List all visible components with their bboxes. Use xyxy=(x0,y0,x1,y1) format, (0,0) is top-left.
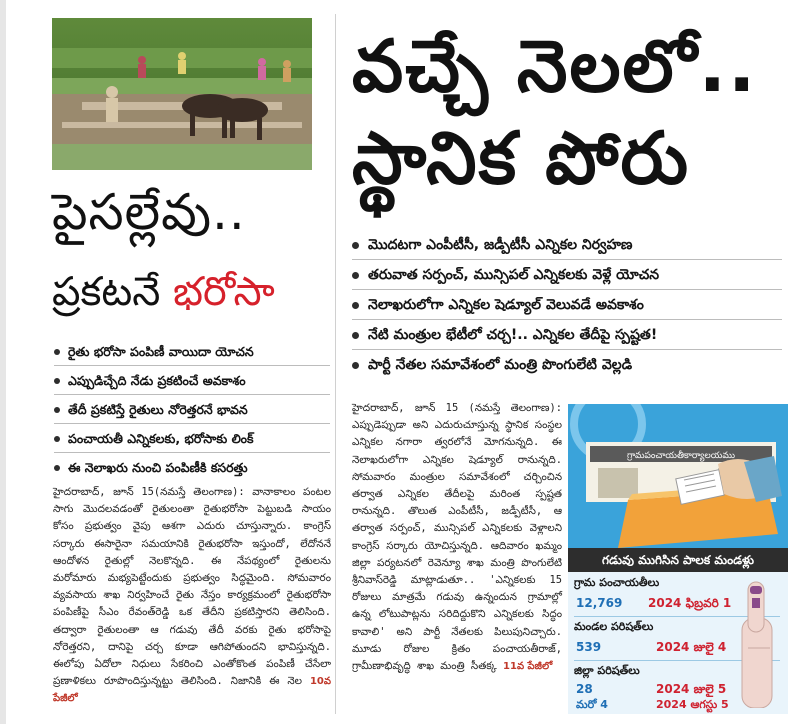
right-bullet-text: నేటి మంత్రుల భేటీలో చర్చ!.. ఎన్నికల తేదీపై స్పష్టత! xyxy=(368,327,658,343)
right-bullet-item xyxy=(352,326,782,344)
stat-title-zillas: జిల్లా పరిషత్‌లు xyxy=(574,664,640,677)
bullet-dot-icon xyxy=(352,302,359,309)
right-headline-line1: వచ్చే నెలలో.. xyxy=(352,24,758,108)
page-edge-rule xyxy=(0,0,6,724)
bullet-dot-icon xyxy=(352,362,359,369)
stat-count-zillas-extra: మరో 4 xyxy=(576,698,608,711)
left-bullet-item xyxy=(54,460,330,476)
right-bullet-item xyxy=(352,266,782,284)
stat-date-mandals: 2024 జులై 4 xyxy=(656,640,727,654)
right-bullet-text: మొదటగా ఎంపీటీసీ, జడ్పీటీసీ ఎన్నికల నిర్వహణ xyxy=(368,237,633,253)
stat-count-panchayats: 12,769 xyxy=(576,596,623,610)
right-continuation-link[interactable]: 11వ పేజీలో xyxy=(503,661,553,673)
left-bullet-list xyxy=(54,344,330,489)
stat-date-zillas-extra: 2024 ఆగస్టు 5 xyxy=(656,698,729,711)
inked-finger-icon xyxy=(734,578,784,708)
left-bullet-text: పంచాయతీ ఎన్నికలకు, భరోసాకు లింక్ xyxy=(68,431,254,446)
left-bullet-item xyxy=(54,402,330,418)
farm-photo xyxy=(52,18,312,170)
office-sign-text: గ్రామపంచాయతీకార్యాలయము xyxy=(627,451,735,461)
bullet-dot-icon xyxy=(54,407,60,413)
stat-date-panchayats: 2024 ఫిబ్రవరి 1 xyxy=(648,596,732,610)
left-headline-line2 xyxy=(52,266,342,318)
left-body-text: హైదరాబాద్, జూన్ 15(నమస్తే తెలంగాణ): వానాకాలం పంటల సాగు మొదలవడంతో రైతులంతా రైతుభరోసా పెట్టుబడి సాయం కోసం ప్రభుత్వం వైపు ఆశగా ఎదురు చూస్తున్నారు. కాంగ్రెస్ సర్కారు ఈసారైనా సమయానికి రైతుభరోసా ఇస్తుందో, లేదోననే ఆందోళన రైతుల్లో నెలకొన్నది. ఈ నేపథ్యంలో రైతులను మరోమారు మభ్యపెట్టేందుకు ప్రభుత్వం సిద్ధమైంది. సోమవారం వ్యవసాయ శాఖ నిర్వహించే రైతు నేస్తం కార్యక్రమంలో రైతుభరోసా పంపిణీపై సీఎం రేవంత్‌రెడ్డి ఒక తేదీని ప్రకటిస్తారని తెలిసింది. తద్వారా రైతులంతా ఆ గడువు తేదీ వరకు రైతు భరోసాపై నోరెత్తరని, దానిపై చర్చ కూడా ఆగిపోతుందని భావిస్తున్నది. ఈలోపు ఏదోలా నిధులు సేకరించి ఎంతోకొంత పంపిణీ చేసేలా ప్రణాళికలు రూపొందిస్తున్నట్టు తెలిసింది. నిజానికి ఈ నెల xyxy=(53,486,331,688)
graphic-caption: గడువు ముగిసిన పాలక మండళ్లు xyxy=(568,548,788,572)
left-continuation-link[interactable]: 10వ పేజీలో xyxy=(53,676,331,705)
left-bullet-text: రైతు భరోసా పంపిణీ వాయిదా యోచన xyxy=(68,344,254,359)
left-bullet-text: ఎప్పుడిచ్చేది నేడు ప్రకటించే అవకాశం xyxy=(68,373,246,388)
stat-title-mandals: మండల పరిషత్‌లు xyxy=(574,620,654,633)
left-article-body xyxy=(53,484,331,708)
left-bullet-text: ఈ నెలాఖరు నుంచి పంపిణీకి కసరత్తు xyxy=(68,460,248,475)
left-headline-prefix: ప్రకటనే xyxy=(52,269,161,315)
left-bullet-item xyxy=(54,431,330,447)
bullet-dot-icon xyxy=(352,332,359,339)
bullet-dot-icon xyxy=(54,465,60,471)
stat-count-zillas: 28 xyxy=(576,682,593,696)
right-article-body xyxy=(352,400,562,675)
right-bullet-text: నెలాఖరులోగా ఎన్నికల షెడ్యూల్ వెలువడే అవకాశం xyxy=(368,297,644,313)
right-bullet-item xyxy=(352,296,782,314)
bullet-dot-icon xyxy=(54,349,60,355)
bullet-dot-icon xyxy=(54,378,60,384)
right-bullet-list xyxy=(352,236,782,386)
right-body-text: హైదరాబాద్, జూన్ 15 (నమస్తే తెలంగాణ): ఎప్పుడెప్పుడా అని ఎదురుచూస్తున్న స్థానిక సంస్థల ఎన్నికల నగారా త్వరలోనే మోగనున్నది. ఈ నెలాఖరులోగా ఎన్నికల షెడ్యూల్ రానున్నది. సోమవారం మంత్రుల సమావేశంలో చర్చించిన తర్వాత ఎన్నికల తేదీలపై మరింత స్పష్టత రానున్నది. తొలుత ఎంపీటీసీ, జడ్పీటీసీ, ఆ తర్వాత సర్పంచ్, మున్సిపల్ ఎన్నికలకు వెళ్లాలని కాంగ్రెస్ సర్కారు యోచిస్తున్నది. ఆదివారం ఖమ్మం జిల్లా పర్యటనలో రెవెన్యూ శాఖ మంత్రి పొంగులేటి శ్రీనివాస్‌రెడ్డి మాట్లాడుతూ.. 'ఎన్నికలకు 15 రోజులు మాత్రమే గడువు ఉన్నందున గ్రామాల్లో ఉన్న లోటుపాట్లను సరిదిద్దుకొని ఎన్నికలకు సిద్ధం కావాలి' అని పార్టీ నేతలకు పిలుపునిచ్చారు. మూడు రోజుల క్రితం పంచాయతీరాజ్, గ్రామీణాభివృద్ధి శాఖ మంత్రి సీతక్క xyxy=(352,402,562,673)
bullet-dot-icon xyxy=(54,436,60,442)
right-bullet-item xyxy=(352,356,782,374)
column-divider xyxy=(335,14,336,714)
left-bullet-text: తేదీ ప్రకటిస్తే రైతులు నోరెత్తరనే భావన xyxy=(68,402,248,417)
right-bullet-item xyxy=(352,236,782,254)
ballot-box-illustration xyxy=(568,404,788,548)
stat-count-mandals: 539 xyxy=(576,640,602,654)
left-bullet-item xyxy=(54,344,330,360)
right-bullet-text: తరువాత సర్పంచ్, మున్సిపల్ ఎన్నికలకు వెళ్లే యోచన xyxy=(368,267,660,283)
left-bullet-item xyxy=(54,373,330,389)
right-headline-line2: స్థానిక పోరు xyxy=(352,116,691,200)
left-headline-line1: పైసల్లేవు.. xyxy=(52,183,246,241)
stat-title-panchayats: గ్రామ పంచాయతీలు xyxy=(574,576,660,589)
left-headline-highlight: భరోసా xyxy=(173,269,275,315)
right-bullet-text: పార్టీ నేతల సమావేశంలో మంత్రి పొంగులేటి వెల్లడి xyxy=(368,357,633,373)
bullet-dot-icon xyxy=(352,272,359,279)
bullet-dot-icon xyxy=(352,242,359,249)
stat-date-zillas: 2024 జులై 5 xyxy=(656,682,727,696)
